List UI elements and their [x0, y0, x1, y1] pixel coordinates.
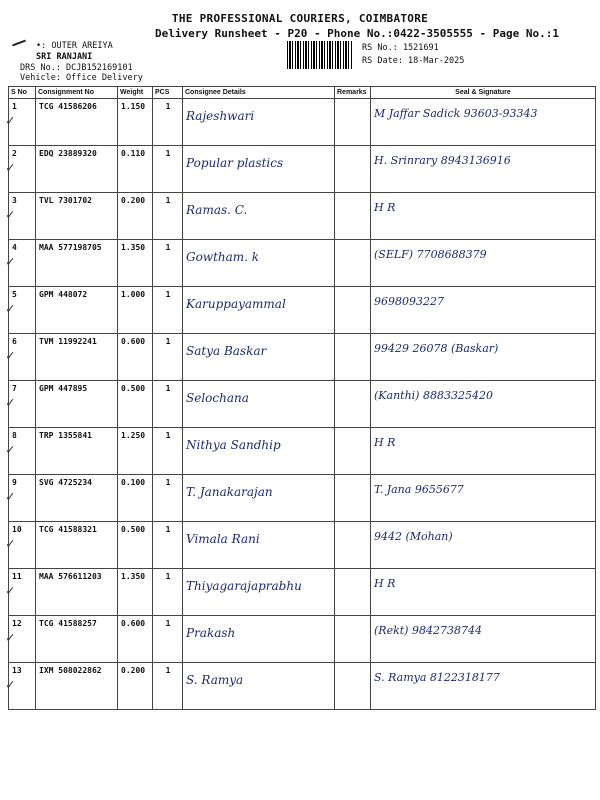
row-pcs: 1 [153, 569, 183, 616]
check-mark-icon: ✓ [6, 394, 15, 411]
check-mark-icon: ✓ [6, 253, 15, 270]
row-signature: H R [371, 428, 596, 475]
delivery-person: SRI RANJANI [36, 52, 93, 62]
row-consignee: Rajeshwari [183, 99, 335, 146]
row-signature: S. Ramya 8122318177 [371, 663, 596, 710]
row-weight: 1.250 [118, 428, 153, 475]
row-sno: 3 [9, 193, 36, 240]
check-mark-icon: ✓ [6, 206, 15, 223]
row-consignee: Prakash [183, 616, 335, 663]
barcode [287, 41, 353, 69]
row-consignee: Nithya Sandhip [183, 428, 335, 475]
row-pcs: 1 [153, 99, 183, 146]
row-pcs: 1 [153, 193, 183, 240]
row-consignment: TVL 7301702 [36, 193, 118, 240]
row-pcs: 1 [153, 475, 183, 522]
table-row [9, 475, 596, 522]
row-consignee: Karuppayammal [183, 287, 335, 334]
row-remarks [335, 616, 371, 663]
row-pcs: 1 [153, 616, 183, 663]
row-signature: H R [371, 193, 596, 240]
row-sno: 12 [9, 616, 36, 663]
check-mark-icon: ✓ [6, 582, 15, 599]
runsheet-table [8, 86, 596, 710]
row-consignment: MAA 576611203 [36, 569, 118, 616]
row-consignment: TVM 11992241 [36, 334, 118, 381]
table-row [9, 522, 596, 569]
table-row [9, 99, 596, 146]
row-remarks [335, 146, 371, 193]
row-pcs: 1 [153, 146, 183, 193]
row-pcs: 1 [153, 381, 183, 428]
row-sno: 13 [9, 663, 36, 710]
table-row [9, 428, 596, 475]
row-consignee: Vimala Rani [183, 522, 335, 569]
row-pcs: 1 [153, 663, 183, 710]
row-weight: 0.110 [118, 146, 153, 193]
row-signature: H R [371, 569, 596, 616]
col-signature: Seal & Signature [371, 87, 596, 99]
document-subtitle: Delivery Runsheet - P20 - Phone No.:0422-3505555 - Page No.:1 [155, 27, 559, 40]
row-consignee: Selochana [183, 381, 335, 428]
check-mark-icon: ✓ [6, 112, 15, 129]
row-consignment: EDQ 23889320 [36, 146, 118, 193]
row-weight: 0.200 [118, 193, 153, 240]
row-weight: 1.150 [118, 99, 153, 146]
check-mark-icon: ✓ [6, 535, 15, 552]
table-row [9, 381, 596, 428]
row-signature: 9442 (Mohan) [371, 522, 596, 569]
row-consignee: Thiyagarajaprabhu [183, 569, 335, 616]
table-row [9, 287, 596, 334]
col-pcs: PCS [153, 87, 183, 99]
row-pcs: 1 [153, 287, 183, 334]
row-weight: 0.600 [118, 616, 153, 663]
row-consignment: TRP 1355841 [36, 428, 118, 475]
row-consignment: IXM 508022862 [36, 663, 118, 710]
row-signature: 99429 26078 (Baskar) [371, 334, 596, 381]
document-title: THE PROFESSIONAL COURIERS, COIMBATORE [171, 12, 429, 25]
row-weight: 1.350 [118, 569, 153, 616]
row-consignment: TCG 41588321 [36, 522, 118, 569]
check-mark-icon: ✓ [6, 441, 15, 458]
row-consignee: S. Ramya [183, 663, 335, 710]
row-remarks [335, 522, 371, 569]
drs-number: DRS No.: DCJB152169101 [20, 63, 133, 73]
row-consignment: TCG 41586206 [36, 99, 118, 146]
row-remarks [335, 428, 371, 475]
row-consignee: Satya Baskar [183, 334, 335, 381]
row-sno: 10 [9, 522, 36, 569]
row-weight: 0.500 [118, 381, 153, 428]
row-sno: 2 [9, 146, 36, 193]
rs-number: RS No.: 1521691 [362, 43, 439, 53]
row-sno: 5 [9, 287, 36, 334]
row-signature: T. Jana 9655677 [371, 475, 596, 522]
table-row [9, 193, 596, 240]
row-remarks [335, 663, 371, 710]
rs-date: RS Date: 18-Mar-2025 [362, 56, 465, 66]
row-consignment: GPM 448072 [36, 287, 118, 334]
row-sno: 11 [9, 569, 36, 616]
check-mark-icon: ✓ [6, 629, 15, 646]
row-remarks [335, 240, 371, 287]
row-remarks [335, 381, 371, 428]
table-header-row [9, 87, 596, 99]
row-signature: (SELF) 7708688379 [371, 240, 596, 287]
row-remarks [335, 475, 371, 522]
table-row [9, 146, 596, 193]
row-pcs: 1 [153, 334, 183, 381]
check-mark-icon: ✓ [6, 488, 15, 505]
row-sno: 9 [9, 475, 36, 522]
row-signature: 9698093227 [371, 287, 596, 334]
row-remarks [335, 99, 371, 146]
vehicle-label: Vehicle: Office Delivery [20, 73, 143, 83]
row-remarks [335, 193, 371, 240]
col-weight: Weight [118, 87, 153, 99]
table-row [9, 240, 596, 287]
row-sno: 6 [9, 334, 36, 381]
row-consignee: Gowtham. k [183, 240, 335, 287]
row-remarks [335, 569, 371, 616]
check-mark-icon: ✓ [6, 347, 15, 364]
row-consignment: GPM 447895 [36, 381, 118, 428]
row-signature: (Kanthi) 8883325420 [371, 381, 596, 428]
row-weight: 1.000 [118, 287, 153, 334]
table-row [9, 569, 596, 616]
row-weight: 1.350 [118, 240, 153, 287]
table-row [9, 663, 596, 710]
row-sno: 1 [9, 99, 36, 146]
row-weight: 0.100 [118, 475, 153, 522]
row-consignee: Ramas. C. [183, 193, 335, 240]
row-weight: 0.200 [118, 663, 153, 710]
col-sno: S No [9, 87, 36, 99]
check-mark-icon: ✓ [6, 159, 15, 176]
row-pcs: 1 [153, 428, 183, 475]
row-weight: 0.600 [118, 334, 153, 381]
row-signature: M Jaffar Sadick 93603-93343 [371, 99, 596, 146]
row-consignee: T. Janakarajan [183, 475, 335, 522]
table-row [9, 616, 596, 663]
row-remarks [335, 334, 371, 381]
col-remarks: Remarks [335, 87, 371, 99]
row-sno: 7 [9, 381, 36, 428]
row-consignment: MAA 577198705 [36, 240, 118, 287]
row-signature: (Rekt) 9842738744 [371, 616, 596, 663]
row-weight: 0.500 [118, 522, 153, 569]
row-remarks [335, 287, 371, 334]
row-sno: 4 [9, 240, 36, 287]
col-consignee: Consignee Details [183, 87, 335, 99]
row-sno: 8 [9, 428, 36, 475]
table-row [9, 334, 596, 381]
row-consignment: SVG 4725234 [36, 475, 118, 522]
area-label: •: OUTER AREIYA [36, 41, 113, 51]
row-consignment: TCG 41588257 [36, 616, 118, 663]
pen-mark [12, 40, 26, 47]
row-signature: H. Srinrary 8943136916 [371, 146, 596, 193]
row-pcs: 1 [153, 240, 183, 287]
check-mark-icon: ✓ [6, 300, 15, 317]
row-pcs: 1 [153, 522, 183, 569]
col-consignment: Consignment No [36, 87, 118, 99]
row-consignee: Popular plastics [183, 146, 335, 193]
check-mark-icon: ✓ [6, 676, 15, 693]
